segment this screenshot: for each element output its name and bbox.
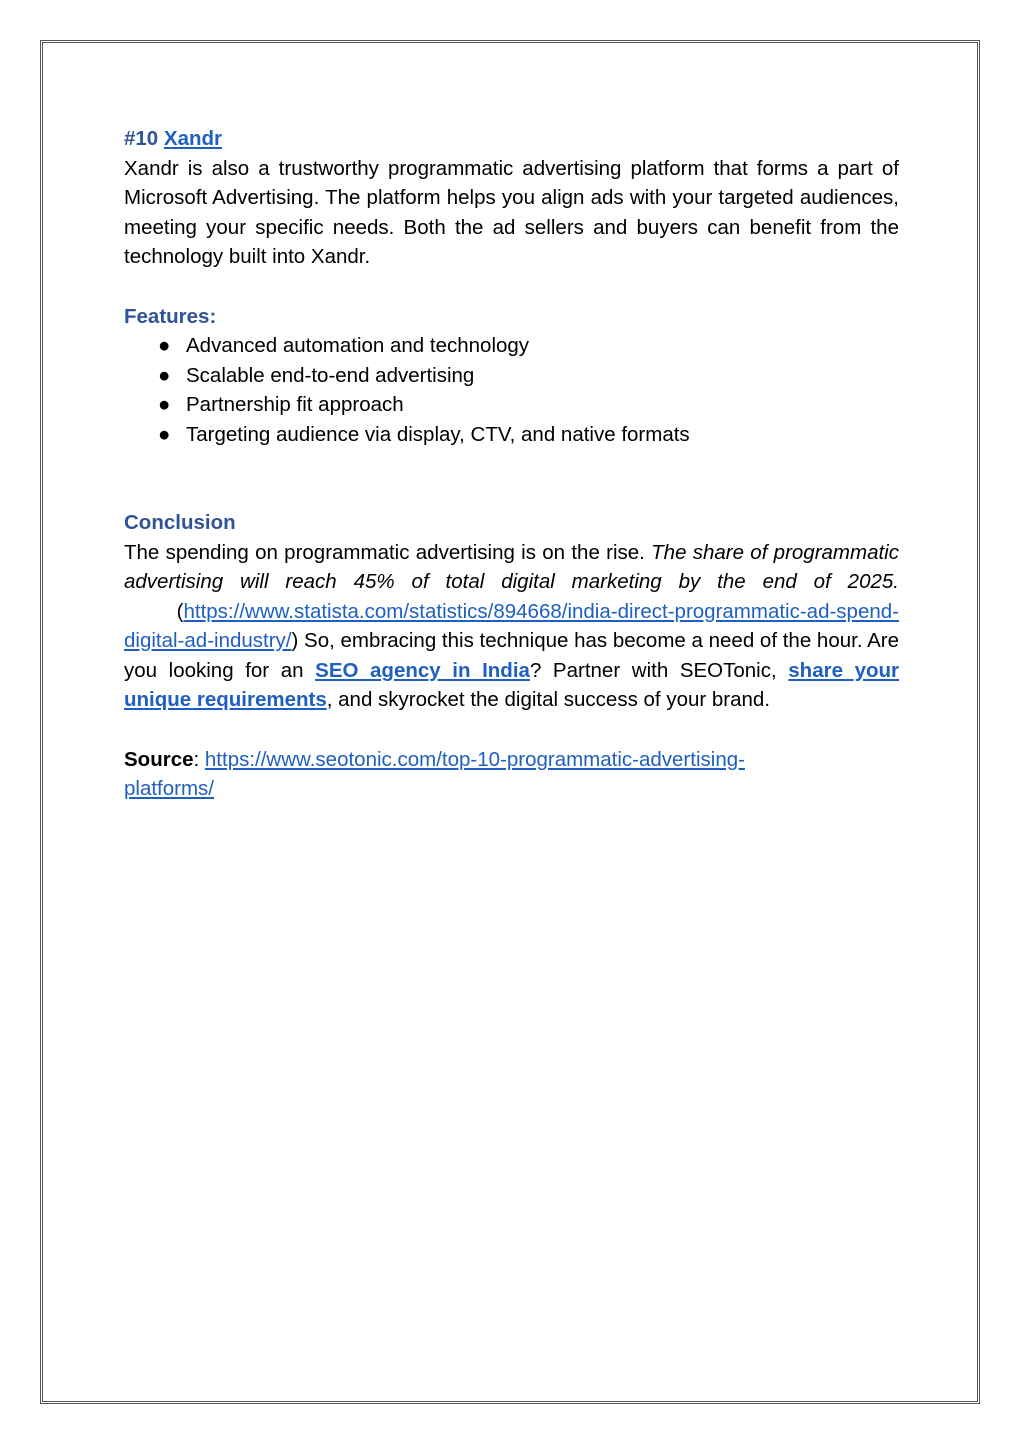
bullet-icon: ● xyxy=(158,363,171,387)
xandr-link[interactable]: Xandr xyxy=(163,127,223,150)
section-number: #10 xyxy=(124,127,159,150)
list-item: ● Targeting audience via display, CTV, and native formats xyxy=(124,420,899,450)
features-heading: Features: xyxy=(124,304,217,328)
list-item: ● Advanced automation and technology xyxy=(124,331,899,361)
requirements-link[interactable]: share your unique requirements xyxy=(124,658,899,711)
list-item: ● Partnership fit approach xyxy=(124,390,899,420)
bullet-icon: ● xyxy=(158,422,171,446)
conclusion-heading: Conclusion xyxy=(124,511,236,534)
source-label: Source xyxy=(124,747,194,771)
conclusion-body: The spending on programmatic advertising is on the rise. The share of programmatic advertising will reach 45% of total digital marketing by the end of 2025. (https://www.statista.com/statistics/894668/india-direct-programmatic-ad-spend-digital-ad-industry/) So, embracing this technique has become a need of the hour. Are you looking for an SEO agency in India? Partner with SEOTonic, share your unique requirements, and skyrocket the digital success of your brand. xyxy=(124,540,899,711)
section-heading xyxy=(124,124,899,154)
statista-link[interactable]: https://www.statista.com/statistics/894668/india-direct-programmatic-ad-spend-digital-ad-industry/ xyxy=(124,599,899,652)
bullet-icon: ● xyxy=(158,393,171,416)
list-item: ● Scalable end-to-end advertising xyxy=(124,361,899,391)
section-body: Xandr is also a trustworthy programmatic advertising platform that forms a part of Microsoft Advertising. The platform helps you align ads with your targeted audiences, meeting your specific needs. Both the ad sellers and buyers can benefit from the technology built into Xandr. xyxy=(124,156,899,268)
features-list xyxy=(124,331,899,449)
seo-agency-link[interactable]: SEO agency in India xyxy=(315,658,530,682)
conclusion-italic: The share of programmatic advertising will reach 45% of total digital marketing by the end of 2025. xyxy=(124,540,899,593)
source-link[interactable]: https://www.seotonic.com/top-10-programmatic-advertising-platforms/ xyxy=(124,747,745,800)
document-content xyxy=(124,124,899,804)
bullet-icon: ● xyxy=(158,334,171,357)
source-line: Source: https://www.seotonic.com/top-10-programmatic-advertising-platforms/ xyxy=(124,747,745,800)
